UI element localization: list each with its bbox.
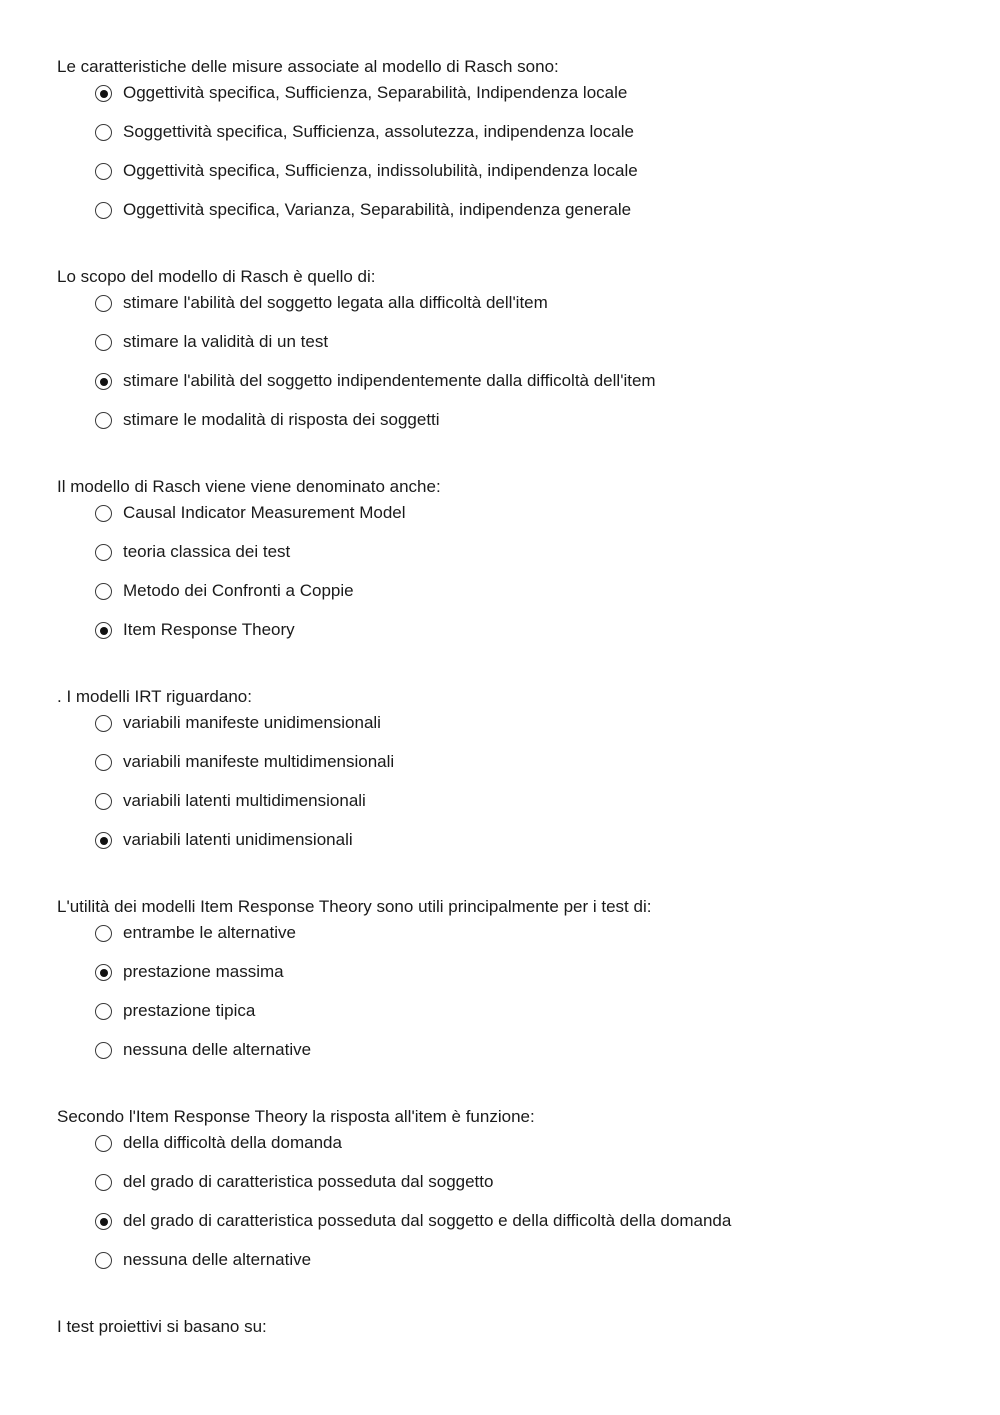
question-text: Le caratteristiche delle misure associate al modello di Rasch sono:	[57, 57, 559, 76]
radio-button[interactable]	[95, 544, 112, 561]
radio-button[interactable]	[95, 295, 112, 312]
radio-button[interactable]	[95, 334, 112, 351]
option-label: Causal Indicator Measurement Model	[123, 503, 406, 522]
question-block	[57, 57, 957, 233]
option-label: del grado di caratteristica posseduta dal soggetto	[123, 1172, 494, 1191]
option-label: della difficoltà della domanda	[123, 1133, 342, 1152]
answer-option[interactable]	[57, 116, 957, 155]
answer-option[interactable]	[57, 155, 957, 194]
answer-option[interactable]	[57, 614, 957, 653]
option-label: variabili manifeste multidimensionali	[123, 752, 395, 771]
option-label: del grado di caratteristica posseduta dal soggetto e della difficoltà della domanda	[123, 1211, 732, 1230]
radio-button-selected[interactable]	[95, 832, 112, 849]
option-label: variabili latenti unidimensionali	[123, 830, 353, 849]
radio-button[interactable]	[95, 1042, 112, 1059]
question-text: Il modello di Rasch viene viene denominato anche:	[57, 477, 441, 496]
option-label: stimare le modalità di risposta dei soggetti	[123, 410, 440, 429]
option-label: Item Response Theory	[123, 620, 295, 639]
option-label: teoria classica dei test	[123, 542, 291, 561]
question-block	[57, 897, 957, 1073]
answer-option[interactable]	[57, 365, 957, 404]
radio-button[interactable]	[95, 505, 112, 522]
option-label: Metodo dei Confronti a Coppie	[123, 581, 354, 600]
question-text: Lo scopo del modello di Rasch è quello di:	[57, 267, 376, 286]
option-label: Oggettività specifica, Sufficienza, Separabilità, Indipendenza locale	[123, 83, 628, 102]
question-text: . I modelli IRT riguardano:	[57, 687, 252, 706]
option-label: nessuna delle alternative	[123, 1250, 312, 1269]
option-label: stimare la validità di un test	[123, 332, 329, 351]
radio-button[interactable]	[95, 163, 112, 180]
answer-option[interactable]	[57, 1034, 957, 1073]
radio-button-selected[interactable]	[95, 373, 112, 390]
question-block	[57, 1107, 957, 1283]
option-label: Oggettività specifica, Sufficienza, indissolubilità, indipendenza locale	[123, 161, 638, 180]
option-label: prestazione massima	[123, 962, 284, 981]
answer-option[interactable]	[57, 995, 957, 1034]
answer-option[interactable]	[57, 575, 957, 614]
radio-button[interactable]	[95, 1252, 112, 1269]
options-list	[57, 497, 957, 653]
radio-button[interactable]	[95, 925, 112, 942]
answer-option[interactable]	[57, 824, 957, 863]
radio-button[interactable]	[95, 1003, 112, 1020]
option-label: stimare l'abilità del soggetto legata alla difficoltà dell'item	[123, 293, 548, 312]
answer-option[interactable]	[57, 917, 957, 956]
answer-option[interactable]	[57, 1127, 957, 1166]
question-text: Secondo l'Item Response Theory la risposta all'item è funzione:	[57, 1107, 535, 1126]
option-label: stimare l'abilità del soggetto indipendentemente dalla difficoltà dell'item	[123, 371, 656, 390]
radio-button[interactable]	[95, 1174, 112, 1191]
answer-option[interactable]	[57, 194, 957, 233]
answer-option[interactable]	[57, 956, 957, 995]
options-list	[57, 707, 957, 863]
option-label: Oggettività specifica, Varianza, Separabilità, indipendenza generale	[123, 200, 632, 219]
option-label: variabili latenti multidimensionali	[123, 791, 366, 810]
radio-button[interactable]	[95, 202, 112, 219]
answer-option[interactable]	[57, 77, 957, 116]
radio-button[interactable]	[95, 583, 112, 600]
radio-button[interactable]	[95, 754, 112, 771]
option-label: variabili manifeste unidimensionali	[123, 713, 381, 732]
option-label: Soggettività specifica, Sufficienza, assolutezza, indipendenza locale	[123, 122, 634, 141]
question-block	[57, 687, 957, 863]
question-block	[57, 267, 957, 443]
option-label: entrambe le alternative	[123, 923, 296, 942]
answer-option[interactable]	[57, 707, 957, 746]
radio-button-selected[interactable]	[95, 1213, 112, 1230]
radio-button[interactable]	[95, 793, 112, 810]
options-list	[57, 917, 957, 1073]
question-text: I test proiettivi si basano su:	[57, 1317, 267, 1336]
question-block	[57, 1317, 957, 1337]
options-list	[57, 287, 957, 443]
option-label: prestazione tipica	[123, 1001, 256, 1020]
answer-option[interactable]	[57, 1166, 957, 1205]
radio-button-selected[interactable]	[95, 85, 112, 102]
option-label: nessuna delle alternative	[123, 1040, 312, 1059]
radio-button-selected[interactable]	[95, 964, 112, 981]
radio-button-selected[interactable]	[95, 622, 112, 639]
radio-button[interactable]	[95, 715, 112, 732]
radio-button[interactable]	[95, 412, 112, 429]
answer-option[interactable]	[57, 287, 957, 326]
options-list	[57, 1127, 957, 1283]
answer-option[interactable]	[57, 536, 957, 575]
question-block	[57, 477, 957, 653]
radio-button[interactable]	[95, 1135, 112, 1152]
answer-option[interactable]	[57, 785, 957, 824]
answer-option[interactable]	[57, 404, 957, 443]
answer-option[interactable]	[57, 326, 957, 365]
answer-option[interactable]	[57, 497, 957, 536]
options-list	[57, 77, 957, 233]
answer-option[interactable]	[57, 1244, 957, 1283]
answer-option[interactable]	[57, 1205, 957, 1244]
question-text: L'utilità dei modelli Item Response Theory sono utili principalmente per i test di:	[57, 897, 652, 916]
answer-option[interactable]	[57, 746, 957, 785]
radio-button[interactable]	[95, 124, 112, 141]
